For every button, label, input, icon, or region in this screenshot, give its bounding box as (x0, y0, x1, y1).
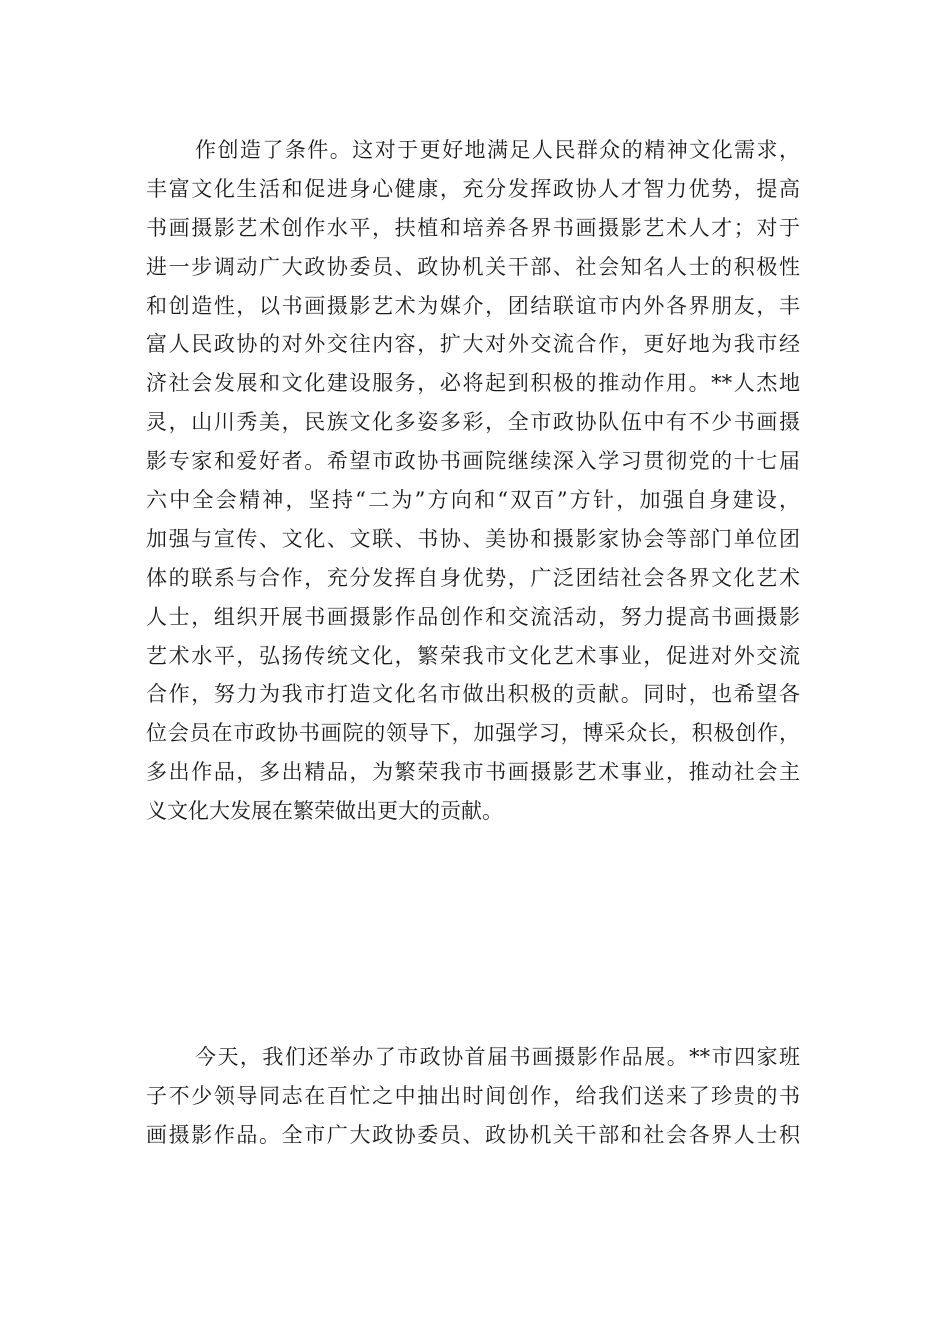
text-line: 六中全会精神，坚持“二为”方向和“双百”方针，加强自身建设， (146, 488, 800, 513)
text-line: 艺术水平，弘扬传统文化，繁荣我市文化艺术事业，促进对外交流 (146, 643, 800, 668)
text-line: 合作，努力为我市打造文化名市做出积极的贡献。同时，也希望各 (146, 682, 800, 707)
text-line: 多出作品，多出精品，为繁荣我市书画摄影艺术事业，推动社会主 (146, 760, 800, 785)
text-line: 人士，组织开展书画摄影作品创作和交流活动，努力提高书画摄影 (146, 604, 800, 629)
text-line: 作创造了条件。这对于更好地满足人民群众的精神文化需求， (195, 138, 800, 162)
text-line: 义文化大发展在繁荣做出更大的贡献。 (146, 799, 503, 824)
text-line: 富人民政协的对外交往内容，扩大对外交流合作，更好地为我市经 (146, 332, 800, 357)
text-line: 和创造性，以书画摄影艺术为媒介，团结联谊市内外各界朋友，丰 (146, 293, 800, 318)
text-line: 书画摄影艺术创作水平，扶植和培养各界书画摄影艺术人才；对于 (146, 215, 800, 240)
text-line: 灵，山川秀美，民族文化多姿多彩，全市政协队伍中有不少书画摄 (146, 410, 800, 435)
text-line: 今天，我们还举办了市政协首届书画摄影作品展。**市四家班 (195, 1045, 800, 1069)
text-line: 丰富文化生活和促进身心健康，充分发挥政协人才智力优势，提高 (146, 176, 800, 201)
text-line: 加强与宣传、文化、文联、书协、美协和摄影家协会等部门单位团 (146, 526, 800, 551)
body-paragraph-1 (146, 131, 800, 831)
text-line: 进一步调动广大政协委员、政协机关干部、社会知名人士的积极性 (146, 254, 800, 279)
text-line: 影专家和爱好者。希望市政协书画院继续深入学习贯彻党的十七届 (146, 449, 800, 474)
text-line: 体的联系与合作，充分发挥自身优势，广泛团结社会各界文化艺术 (146, 565, 800, 590)
text-line: 子不少领导同志在百忙之中抽出时间创作，给我们送来了珍贵的书 (146, 1083, 800, 1108)
text-line: 位会员在市政协书画院的领导下，加强学习，博采众长，积极创作， (146, 721, 800, 746)
text-line: 画摄影作品。全市广大政协委员、政协机关干部和社会各界人士积 (146, 1122, 800, 1147)
body-paragraph-2 (146, 1038, 800, 1155)
text-line: 济社会发展和文化建设服务，必将起到积极的推动作用。**人杰地 (146, 371, 800, 396)
